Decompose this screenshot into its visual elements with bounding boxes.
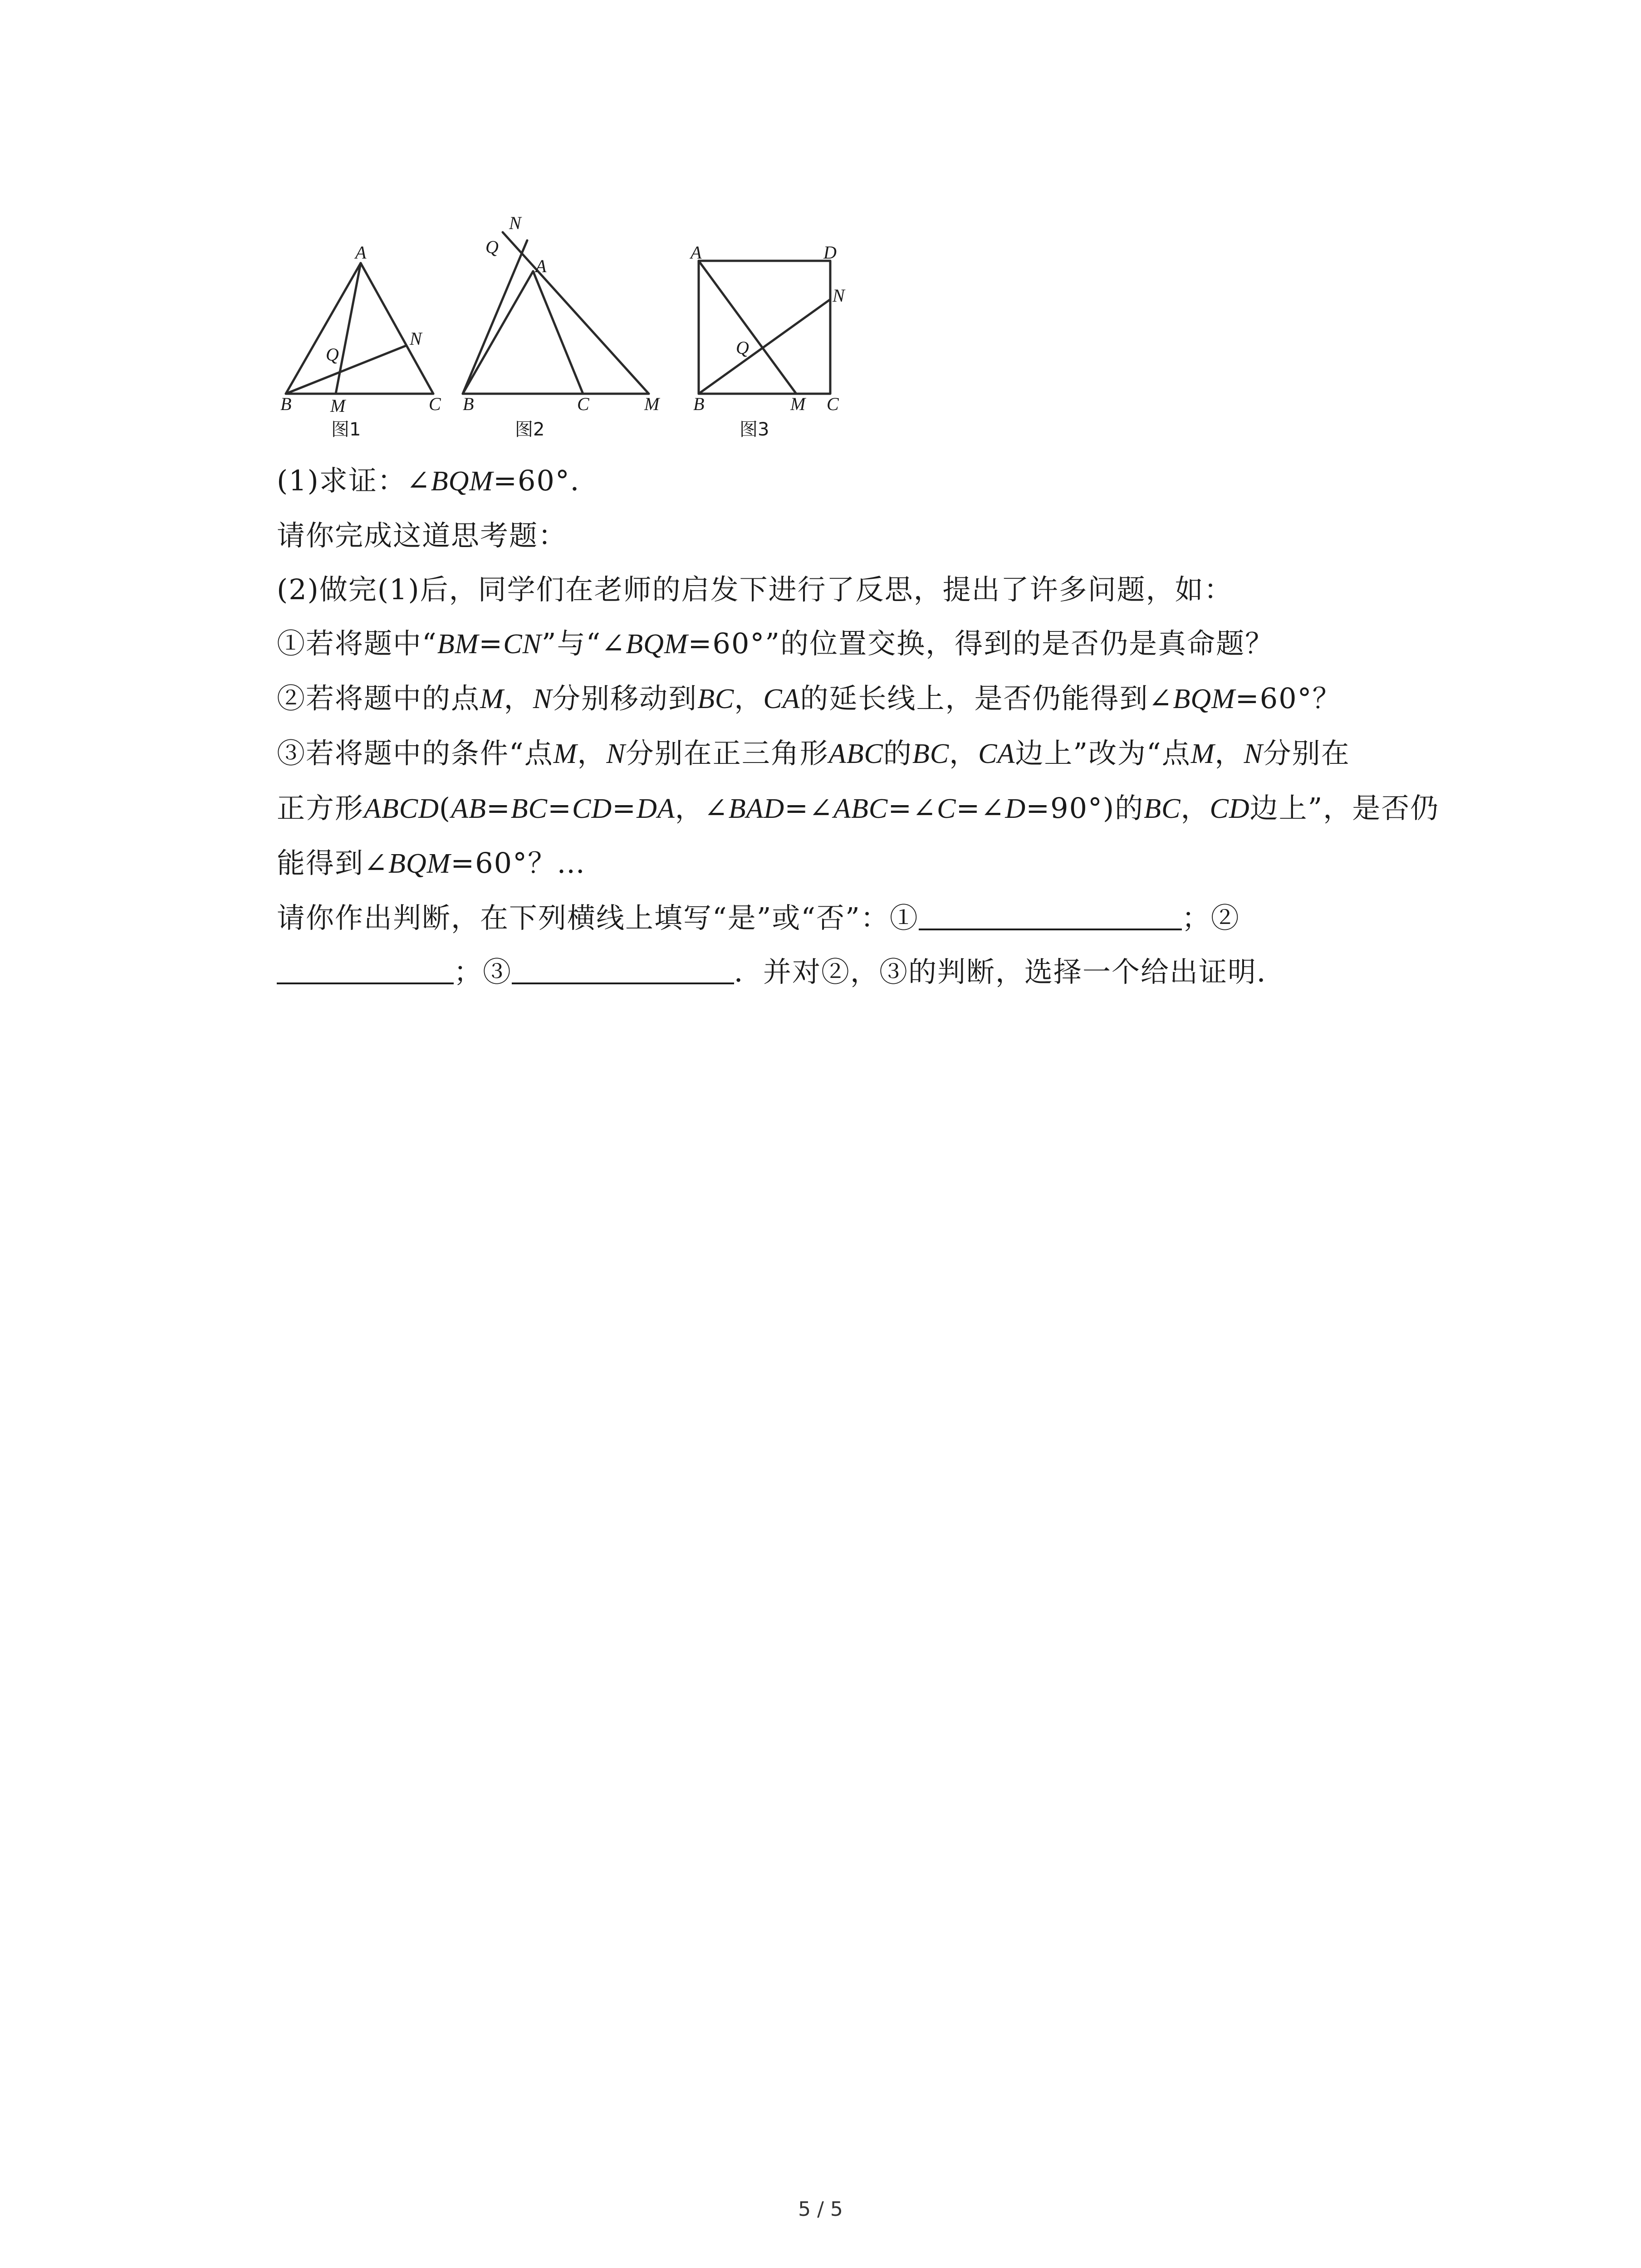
text-segment: ， xyxy=(734,682,764,715)
figure-1 xyxy=(280,242,441,440)
question-3-line3 xyxy=(277,836,1456,891)
fig3-label-n: N xyxy=(833,285,845,306)
math-var: BC xyxy=(697,684,735,714)
fig2-label-c: C xyxy=(577,394,589,414)
text-segment: = xyxy=(612,792,637,825)
text-segment: 分别在 xyxy=(1263,737,1350,770)
text-segment: =60°”的位置交换，得到的是否仍是真命题？ xyxy=(688,627,1274,660)
question-3-line2 xyxy=(277,781,1456,836)
math-var: N xyxy=(533,684,553,714)
fig1-label-q: Q xyxy=(326,344,339,365)
text-segment: ③若将题中的条件“点 xyxy=(277,737,554,770)
math-var: DA xyxy=(637,793,675,824)
math-var: BC xyxy=(1144,793,1181,824)
math-var: BM xyxy=(437,629,479,660)
fig3-caption: 图3 xyxy=(740,419,769,440)
part2-intro: (2)做完(1)后，同学们在老师的启发下进行了反思，提出了许多问题，如： xyxy=(277,573,1233,606)
math-var: BAD xyxy=(728,793,785,824)
question-3-line1 xyxy=(277,726,1456,781)
text-segment: ( xyxy=(439,792,451,825)
fig3-label-m: M xyxy=(790,394,806,414)
text-segment: 正方形 xyxy=(277,792,364,825)
geometry-figures xyxy=(272,213,907,458)
page-number: 5 / 5 xyxy=(798,2198,843,2221)
text-segment: 分别移动到 xyxy=(552,682,698,715)
text-segment: ”与“∠ xyxy=(541,627,626,660)
text-segment: ②若将题中的点 xyxy=(277,682,480,715)
math-var: BQM xyxy=(388,848,451,879)
text-segment: ；③ xyxy=(454,955,512,988)
fig3-label-a: A xyxy=(691,242,702,263)
text-segment: ， xyxy=(1181,792,1210,825)
text-segment: ， xyxy=(1215,737,1244,770)
instruction-complete: 请你完成这道思考题： xyxy=(277,519,568,552)
fig1-label-m: M xyxy=(330,396,346,416)
math-var: ABC xyxy=(833,793,888,824)
math-var: ABC xyxy=(828,738,883,769)
text-segment: = xyxy=(548,792,572,825)
fig2-label-m: M xyxy=(644,394,660,414)
text-segment: (1)求证：∠ xyxy=(277,464,431,497)
text-segment: ， xyxy=(577,737,607,770)
answer-instruction-line1 xyxy=(277,891,1456,945)
fig2-label-a: A xyxy=(535,256,547,276)
math-var: BQM xyxy=(1173,684,1235,714)
text-segment: =60°． xyxy=(493,464,599,497)
text-segment: 的 xyxy=(883,737,912,770)
answer-blank-3[interactable] xyxy=(512,953,734,984)
text-segment: 边上”，是否仍 xyxy=(1249,792,1440,825)
text-segment: 请你作出判断，在下列横线上填写“是”或“否”：① xyxy=(277,901,919,934)
figures-row xyxy=(272,213,907,458)
math-var: BC xyxy=(510,793,548,824)
text-segment: ， xyxy=(949,737,979,770)
question-2 xyxy=(277,671,1456,726)
part1-prove xyxy=(277,454,1456,508)
math-var: BQM xyxy=(626,629,688,660)
fig1-caption: 图1 xyxy=(331,419,361,440)
fig2-label-q: Q xyxy=(485,237,499,257)
text-segment: 边上”改为“点 xyxy=(1015,737,1191,770)
fig1-label-c: C xyxy=(429,394,441,414)
text-segment: =60°？… xyxy=(451,846,586,880)
math-var: M xyxy=(480,684,504,714)
figure-3 xyxy=(689,242,846,440)
answer-instruction-line2 xyxy=(277,945,1456,999)
text-segment: =∠ xyxy=(956,792,1005,825)
text-segment: ， xyxy=(504,682,533,715)
fig3-label-q: Q xyxy=(736,337,749,358)
text-segment: =∠ xyxy=(784,792,834,825)
math-var: N xyxy=(606,738,626,769)
fig2-label-b: B xyxy=(463,394,474,414)
math-var: D xyxy=(1005,793,1026,824)
fig1-label-a: A xyxy=(355,242,367,263)
math-var: AB xyxy=(451,793,486,824)
math-var: BQM xyxy=(431,466,494,497)
math-var: M xyxy=(1190,738,1215,769)
fig2-label-n: N xyxy=(509,213,521,233)
fig3-label-d: D xyxy=(823,242,837,263)
math-var: CD xyxy=(572,793,612,824)
text-segment: ，∠ xyxy=(675,792,729,825)
question-1 xyxy=(277,616,1456,671)
answer-blank-2[interactable] xyxy=(277,953,454,984)
math-var: CD xyxy=(1210,793,1250,824)
text-segment: = xyxy=(479,627,504,660)
figure-2 xyxy=(463,213,661,440)
fig3-label-c: C xyxy=(827,394,839,414)
fig3-label-b: B xyxy=(693,394,705,414)
answer-blank-1[interactable] xyxy=(919,899,1182,930)
text-segment: = xyxy=(486,792,511,825)
text-segment: ①若将题中“ xyxy=(277,627,437,660)
math-var: CA xyxy=(978,738,1015,769)
math-var: C xyxy=(937,793,956,824)
math-var: CA xyxy=(763,684,800,714)
fig1-label-n: N xyxy=(410,328,422,349)
text-segment: 分别在正三角形 xyxy=(625,737,829,770)
text-segment: ．并对②，③的判断，选择一个给出证明． xyxy=(734,955,1286,988)
math-var: BC xyxy=(912,738,950,769)
math-var: ABCD xyxy=(364,793,439,824)
text-segment: =90°)的 xyxy=(1026,792,1144,825)
text-segment: 的延长线上，是否仍能得到∠ xyxy=(800,682,1173,715)
math-var: CN xyxy=(503,629,542,660)
fig2-caption: 图2 xyxy=(515,419,545,440)
math-var: N xyxy=(1244,738,1263,769)
text-segment: ；② xyxy=(1181,901,1240,934)
fig1-label-b: B xyxy=(280,394,292,414)
text-segment: 能得到∠ xyxy=(277,846,388,880)
text-segment: =60°？ xyxy=(1235,682,1342,715)
math-var: M xyxy=(553,738,578,769)
text-segment: =∠ xyxy=(888,792,937,825)
question-body xyxy=(277,454,1456,999)
